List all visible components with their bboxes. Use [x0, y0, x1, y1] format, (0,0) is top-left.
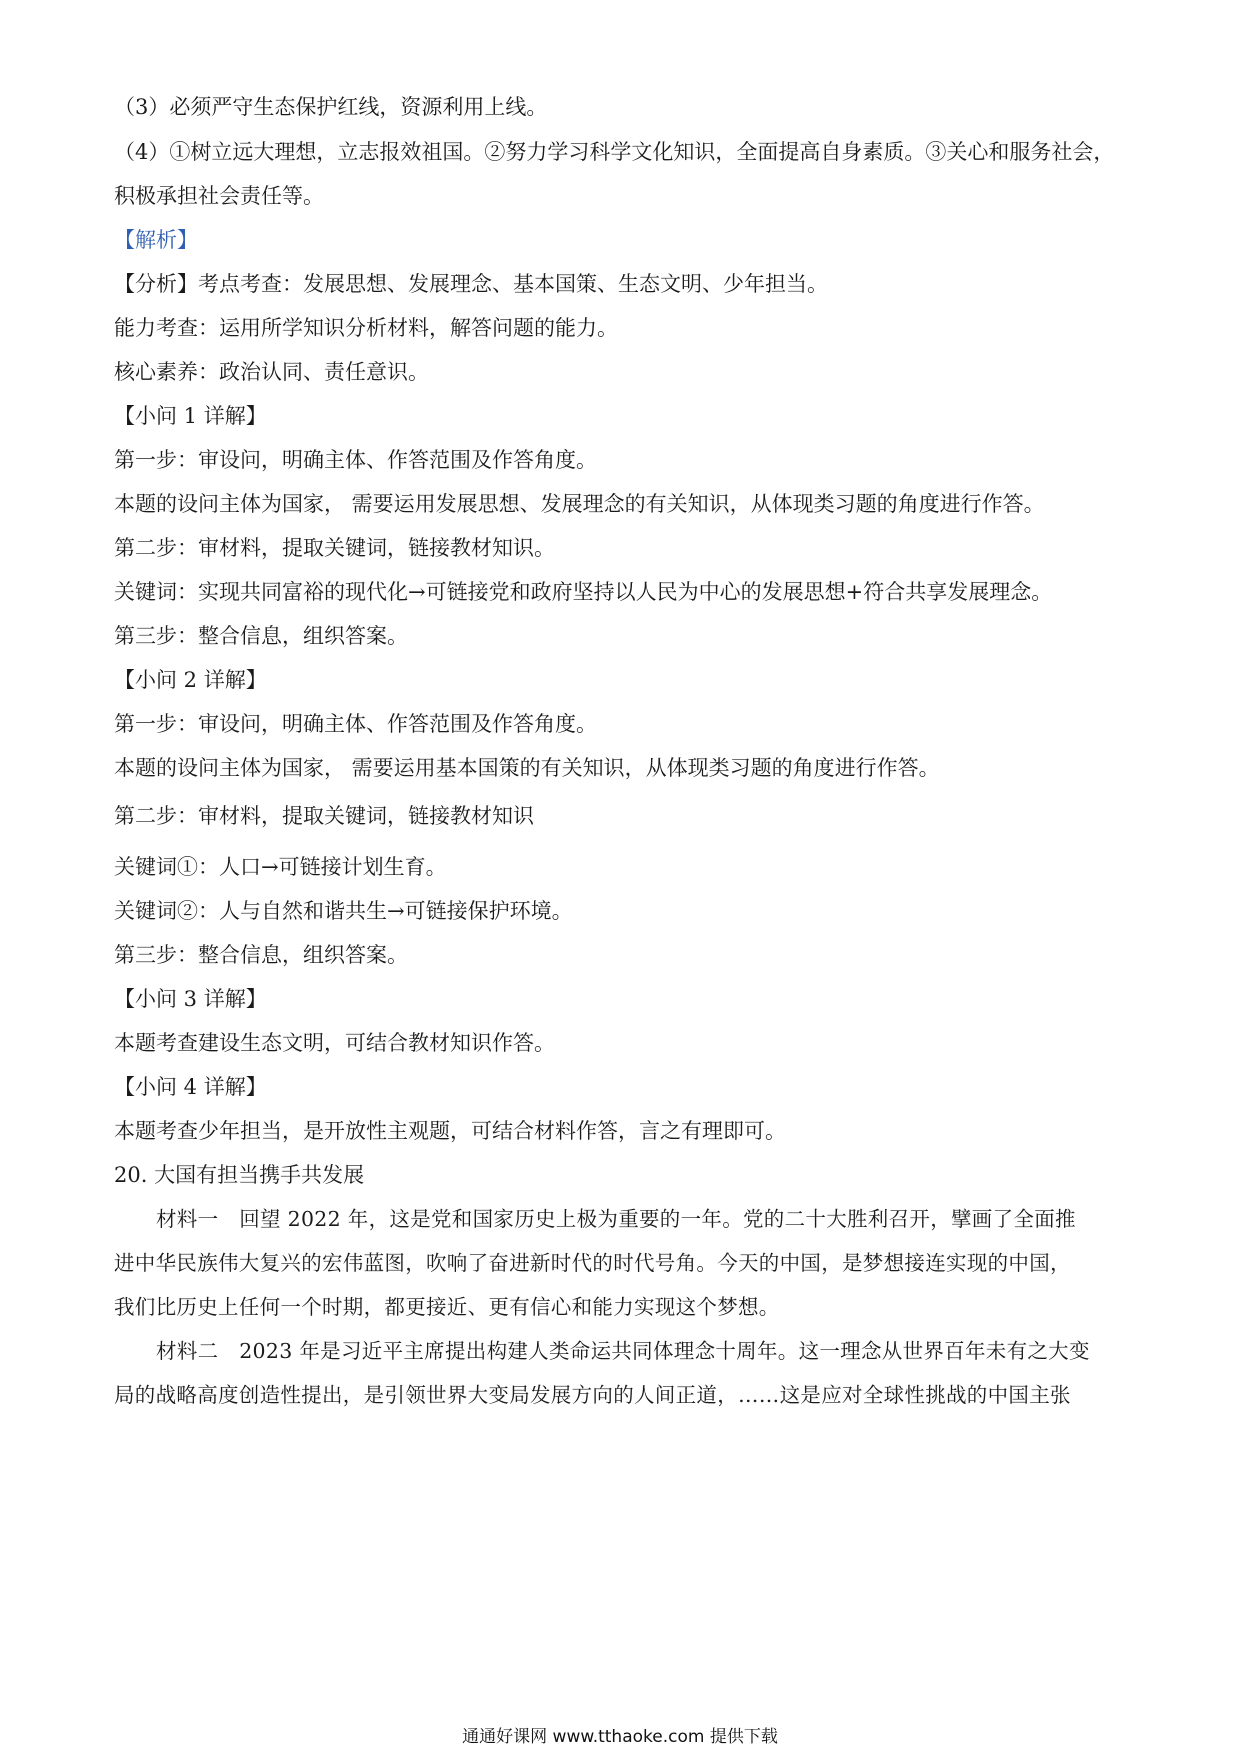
q4-text: 本题考查少年担当，是开放性主观题，可结合材料作答，言之有理即可。 — [114, 1119, 786, 1143]
q2-step-1: 第一步：审设问，明确主体、作答范围及作答角度。 — [114, 712, 597, 736]
q2-heading: 【小问 2 详解】 — [114, 668, 267, 692]
material-1-line-2: 进中华民族伟大复兴的宏伟蓝图，吹响了奋进新时代的时代号角。今天的中国，是梦想接连实现的中国， — [114, 1251, 1071, 1275]
ability-check: 能力考查：运用所学知识分析材料，解答问题的能力。 — [114, 316, 618, 340]
q3-heading: 【小问 3 详解】 — [114, 987, 267, 1011]
q2-step-2: 第二步：审材料，提取关键词，链接教材知识 — [114, 804, 534, 828]
q1-keywords: 关键词：实现共同富裕的现代化→可链接党和政府坚持以人民为中心的发展思想+符合共享发展理念。 — [114, 580, 1053, 604]
material-1-line-3: 我们比历史上任何一个时期，都更接近、更有信心和能力实现这个梦想。 — [114, 1295, 780, 1319]
q2-step-1-detail: 本题的设问主体为国家， 需要运用基本国策的有关知识，从体现类习题的角度进行作答。 — [114, 756, 940, 780]
core-literacy: 核心素养：政治认同、责任意识。 — [114, 360, 429, 384]
answer-4-line-1: （4）①树立远大理想，立志报效祖国。②努力学习科学文化知识，全面提高自身素质。③关心和服务社会， — [114, 140, 1115, 164]
question-20-title: 20. 大国有担当携手共发展 — [114, 1163, 365, 1187]
answer-3: （3）必须严守生态保护红线，资源利用上线。 — [114, 95, 548, 119]
material-1-line-1: 材料一 回望 2022 年，这是党和国家历史上极为重要的一年。党的二十大胜利召开，擘画了全面推 — [156, 1207, 1076, 1231]
material-2-line-2: 局的战略高度创造性提出，是引领世界大变局发展方向的人间正道，……这是应对全球性挑战的中国主张 — [114, 1383, 1071, 1407]
material-2-line-1: 材料二 2023 年是习近平主席提出构建人类命运共同体理念十周年。这一理念从世界百年未有之大变 — [156, 1339, 1090, 1363]
answer-4-line-2: 积极承担社会责任等。 — [114, 184, 324, 208]
q4-heading: 【小问 4 详解】 — [114, 1075, 267, 1099]
analysis-points: 【分析】考点考查：发展思想、发展理念、基本国策、生态文明、少年担当。 — [114, 272, 828, 296]
q2-keyword-2: 关键词②：人与自然和谐共生→可链接保护环境。 — [114, 899, 573, 923]
q2-step-3: 第三步：整合信息，组织答案。 — [114, 943, 408, 967]
q1-step-2: 第二步：审材料，提取关键词，链接教材知识。 — [114, 536, 555, 560]
footer-source: 通通好课网 www.tthaoke.com 提供下载 — [462, 1727, 778, 1747]
q3-text: 本题考查建设生态文明，可结合教材知识作答。 — [114, 1031, 555, 1055]
q1-step-3: 第三步：整合信息，组织答案。 — [114, 624, 408, 648]
q1-heading: 【小问 1 详解】 — [114, 404, 267, 428]
q1-step-1-detail: 本题的设问主体为国家， 需要运用发展思想、发展理念的有关知识，从体现类习题的角度进行作答。 — [114, 492, 1045, 516]
analysis-heading: 【解析】 — [114, 228, 198, 252]
q2-keyword-1: 关键词①：人口→可链接计划生育。 — [114, 855, 447, 879]
q1-step-1: 第一步：审设问，明确主体、作答范围及作答角度。 — [114, 448, 597, 472]
